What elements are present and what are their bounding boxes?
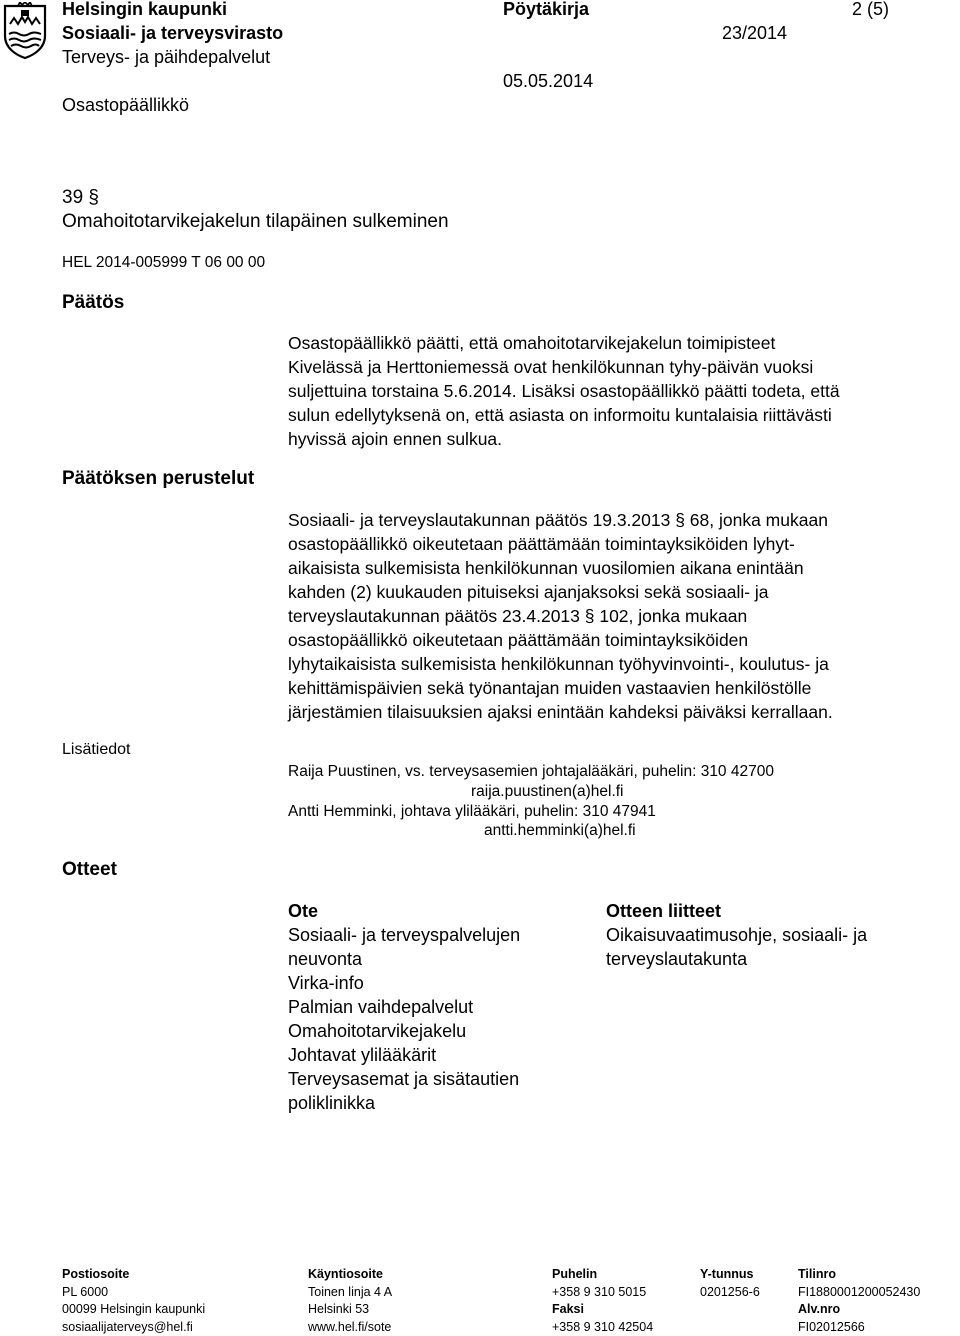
recipient-item: Virka-info [288,971,520,995]
unit-name: Terveys- ja päihdepalvelut [62,46,270,68]
contact-1: Raija Puustinen, vs. terveysasemien johtajalääkäri, puhelin: 310 42700 [288,762,774,781]
recipient-item: Sosiaali- ja terveyspalvelujen [288,923,520,947]
visit-label: Käyntiosoite [308,1266,392,1284]
account-value: FI1880001200052430 [798,1284,920,1302]
decision-heading: Päätös [62,291,124,315]
footer-visit [308,1266,392,1336]
department-name: Sosiaali- ja terveysvirasto [62,22,283,44]
rationale-heading: Päätöksen perustelut [62,467,254,491]
vat-value: FI02012566 [798,1319,920,1336]
account-label: Tilinro [798,1266,920,1284]
section-sign: § [88,187,99,208]
footer-account [798,1266,920,1336]
rationale-line: kehittämispäivien sekä työnantajan muiden vastaavien henkilöstölle [288,676,948,700]
rationale-line: osastopäällikkö oikeutetaan päättämään toimintayksiköiden [288,628,948,652]
visit-line: Helsinki 53 [308,1301,392,1319]
attachment-item: terveyslautakunta [606,947,867,971]
footer-business-id [700,1266,760,1301]
rationale-line: järjestämien tilaisuuksien ajaksi enintään kahdeksi päiväksi kerrallaan. [288,700,948,724]
info-heading: Lisätiedot [62,740,131,759]
recipient-item: poliklinikka [288,1091,520,1115]
decision-line: hyvissä ajoin ennen sulkua. [288,427,948,451]
rationale-text [288,508,948,724]
rationale-line: kahden (2) kuukauden pituiseksi ajanjaksoksi sekä sosiaali- ja [288,580,948,604]
rationale-line: lyhytaikaisista sulkemisista henkilökunnan työhyvinvointi-, koulutus- ja [288,652,948,676]
section-title: Omahoitotarvikejakelun tilapäinen sulkeminen [62,210,449,234]
excerpt-recipients [288,899,520,1115]
vat-label: Alv.nro [798,1301,920,1319]
rationale-line: terveyslautakunnan päätös 23.4.2013 § 102, jonka mukaan [288,604,948,628]
recipient-item: Terveysasemat ja sisätautien [288,1067,520,1091]
visit-line: Toinen linja 4 A [308,1284,392,1302]
attachment-item: Oikaisuvaatimusohje, sosiaali- ja [606,923,867,947]
case-id: HEL 2014-005999 T 06 00 00 [62,253,265,272]
org-name: Helsingin kaupunki [62,0,227,20]
page-number: 2 (5) [852,0,889,20]
rationale-line: aikaisista sulkemisista henkilökunnan vuosilomien aikana enintään [288,556,948,580]
recipient-item: Omahoitotarvikejakelu [288,1019,520,1043]
rationale-line: osastopäällikkö oikeutetaan päättämään toimintayksiköiden lyhyt- [288,532,948,556]
attachments-heading: Otteen liitteet [606,899,867,923]
doc-type: Pöytäkirja [503,0,589,20]
postal-line: PL 6000 [62,1284,205,1302]
recipient-item: Palmian vaihdepalvelut [288,995,520,1019]
footer-postal [62,1266,205,1336]
excerpt-attachments [606,899,867,971]
doc-number: 23/2014 [722,22,787,44]
business-id-value: 0201256-6 [700,1284,760,1302]
decision-line: sulun edellytyksenä on, että asiasta on informoitu kuntalaisia riittävästi [288,403,948,427]
footer-phone [552,1266,653,1336]
postal-label: Postiosoite [62,1266,205,1284]
postal-email[interactable]: sosiaalijaterveys@hel.fi [62,1319,205,1336]
email-2[interactable]: antti.hemminki(a)hel.fi [484,821,636,840]
helsinki-crest-logo [2,2,48,60]
fax-label: Faksi [552,1301,653,1319]
postal-line: 00099 Helsingin kaupunki [62,1301,205,1319]
section-number: 39 § [62,186,99,210]
recipient-item: neuvonta [288,947,520,971]
excerpts-heading: Otteet [62,858,117,882]
email-1[interactable]: raija.puustinen(a)hel.fi [471,782,624,801]
fax-value: +358 9 310 42504 [552,1319,653,1336]
official-title: Osastopäällikkö [62,94,189,116]
excerpt-heading: Ote [288,899,520,923]
contact-2: Antti Hemminki, johtava ylilääkäri, puhelin: 310 47941 [288,802,656,821]
recipient-item: Johtavat ylilääkärit [288,1043,520,1067]
website-link[interactable]: www.hel.fi/sote [308,1319,392,1336]
decision-line: Kivelässä ja Herttoniemessä ovat henkilökunnan tyhy-päivän vuoksi [288,355,948,379]
business-id-label: Y-tunnus [700,1266,760,1284]
meeting-date: 05.05.2014 [503,70,593,92]
phone-value: +358 9 310 5015 [552,1284,653,1302]
decision-line: Osastopäällikkö päätti, että omahoitotarvikejakelun toimipisteet [288,331,948,355]
decision-line: suljettuina torstaina 5.6.2014. Lisäksi osastopäällikkö päätti todeta, että [288,379,948,403]
decision-text [288,331,948,451]
phone-label: Puhelin [552,1266,653,1284]
rationale-line: Sosiaali- ja terveyslautakunnan päätös 19.3.2013 § 68, jonka mukaan [288,508,948,532]
